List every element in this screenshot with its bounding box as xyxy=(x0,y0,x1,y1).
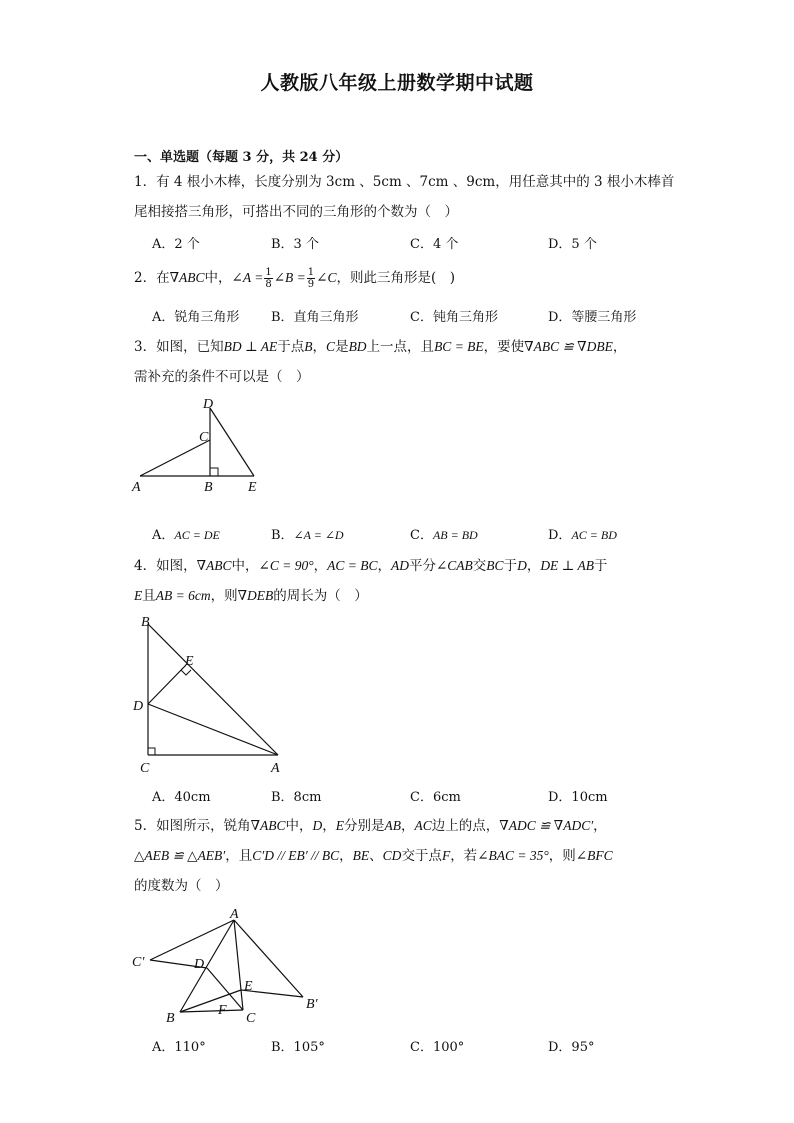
q3-text-a: 3．如图，已知 xyxy=(134,339,224,355)
q4-text-b: 中， xyxy=(231,558,259,574)
q4-label-b: B xyxy=(141,615,150,630)
q5-text-line1 xyxy=(134,816,607,836)
q4-seg-ad: AD xyxy=(390,558,409,573)
q5-line-be xyxy=(180,990,241,1012)
q1-option-a[interactable]: A．2 个 xyxy=(152,237,200,252)
q3-figure xyxy=(128,394,268,498)
q5-label-c-prime: C′ xyxy=(132,955,145,970)
q5-angle-bfc: ∠BFC xyxy=(575,848,613,863)
page-title: 人教版八年级上册数学期中试题 xyxy=(260,72,534,94)
q5-label-a: A xyxy=(230,907,239,922)
q4-cond-angle-c: ∠C = 90° xyxy=(258,558,314,573)
q5-seg-cd: CD xyxy=(382,848,402,863)
q5-label-f: F xyxy=(218,1003,227,1018)
q3-option-c[interactable] xyxy=(410,524,478,543)
q5-text-f: ，且 xyxy=(225,848,253,864)
q4-point-e: E xyxy=(134,588,143,603)
q5-option-a[interactable]: A．110° xyxy=(152,1040,206,1055)
q2-option-c[interactable]: C．钝角三角形 xyxy=(410,310,498,325)
q5-sep3: ， xyxy=(339,848,353,864)
q4-right-angle-c xyxy=(148,748,155,755)
q5-text-line2 xyxy=(134,846,613,866)
q3-point-b: B xyxy=(304,339,313,354)
q1-text-line2: 尾相接搭三角形，可搭出不同的三角形的个数为（ ） xyxy=(134,204,458,220)
q4-text-f: 于 xyxy=(594,558,608,574)
q2-suffix: ，则此三角形是( ) xyxy=(336,270,456,286)
q2-angle-a: ∠A = xyxy=(231,270,264,285)
q4-point-d: D xyxy=(517,558,527,573)
q5-seg-be: BE xyxy=(352,848,370,863)
q5-text-c: 分别是 xyxy=(344,818,385,834)
q3-text-d: 上一点，且 xyxy=(366,339,435,355)
q4-text-i: 的周长为（ ） xyxy=(273,588,368,604)
q5-congruence-1: ∇ADC ≌ ∇ADC′ xyxy=(499,818,594,833)
q5-point-e: E xyxy=(335,818,345,833)
q4-text-g: 且 xyxy=(142,588,156,604)
q5-congruence-2: △AEB ≌ △AEB′ xyxy=(134,848,226,863)
q3-label-a: A xyxy=(132,480,141,495)
q4-text-e: 于 xyxy=(503,558,518,574)
q4-text-h: ，则 xyxy=(210,588,238,604)
q4-text-d: 交 xyxy=(472,558,487,574)
q3-line-de xyxy=(210,408,254,476)
q2-mid: 中， xyxy=(204,270,232,286)
q4-option-b[interactable]: B．8cm xyxy=(271,790,322,805)
q3-option-d[interactable] xyxy=(548,524,617,543)
q5-line-bc xyxy=(180,1010,243,1012)
q3-label-b: B xyxy=(204,480,213,495)
q5-text-g: 交于点 xyxy=(401,848,442,864)
q3-option-a[interactable] xyxy=(152,524,220,543)
q4-option-d[interactable]: D．10cm xyxy=(548,790,608,805)
q5-text-d: 边上的点， xyxy=(431,818,500,834)
q4-cond-ac-bc: AC = BC xyxy=(327,558,378,573)
q4-cond-de-perp-ab: DE ⊥ AB xyxy=(540,558,595,573)
q5-text-b: 中， xyxy=(285,818,313,834)
q4-line-da xyxy=(148,704,278,755)
q5-angle-bac: ∠BAC = 35° xyxy=(477,848,549,863)
q3-text-b: 于点 xyxy=(277,339,305,355)
q5-text-line3: 的度数为（ ） xyxy=(134,878,229,894)
q4-option-a[interactable]: A．40cm xyxy=(152,790,211,805)
q2-triangle: ∇ABC xyxy=(169,270,205,285)
q5-option-d[interactable]: D．95° xyxy=(548,1040,595,1055)
q3-label-e: E xyxy=(248,480,257,495)
q3-text-line2: 需补充的条件不可以是（ ） xyxy=(134,369,310,385)
q4-triangle-deb: ∇DEB xyxy=(237,588,274,603)
q5-point-f: F xyxy=(441,848,451,863)
q4-sep1: ， xyxy=(313,558,328,574)
q5-sep1: ， xyxy=(322,818,336,834)
q3-sep: ， xyxy=(312,339,327,355)
q5-option-b[interactable]: B．105° xyxy=(271,1040,325,1055)
q4-label-e: E xyxy=(185,654,194,669)
q2-option-a[interactable]: A．锐角三角形 xyxy=(152,310,240,325)
q3-label-c: C xyxy=(199,430,209,445)
q5-text-h: ，若 xyxy=(450,848,478,864)
q1-option-d[interactable]: D．5 个 xyxy=(548,237,597,252)
q3-option-a-prefix: A． xyxy=(152,528,175,543)
q2-frac2-numerator: 1 xyxy=(307,267,315,278)
q5-line-ab xyxy=(180,920,234,1012)
q4-right-angle-e xyxy=(181,670,191,675)
q3-text-line1 xyxy=(134,337,626,357)
q4-text-line2 xyxy=(134,586,368,606)
q5-label-e: E xyxy=(244,979,253,994)
q3-line-ac xyxy=(140,440,210,476)
q1-option-b[interactable]: B．3 个 xyxy=(271,237,319,252)
q5-text-i: ，则 xyxy=(548,848,576,864)
q5-label-b: B xyxy=(166,1011,175,1026)
q4-text-a: 4．如图， xyxy=(134,558,197,574)
q2-angle-c: ∠C xyxy=(316,270,337,285)
q5-seg-ab: AB xyxy=(384,818,402,833)
q3-option-c-math: AB = BD xyxy=(432,528,478,542)
q4-label-d: D xyxy=(133,699,144,714)
q2-frac2-denominator: 9 xyxy=(307,279,315,290)
q3-seg-bd: BD xyxy=(348,339,367,354)
q5-label-b-prime: B′ xyxy=(306,997,318,1012)
q3-option-d-math: AC = BD xyxy=(571,528,617,542)
q4-seg-bc: BC xyxy=(486,558,504,573)
q5-option-c[interactable]: C．100° xyxy=(410,1040,465,1055)
q4-cond-ab: AB = 6cm xyxy=(155,588,211,603)
q4-sep3: ， xyxy=(526,558,541,574)
q5-sep4: 、 xyxy=(369,848,383,864)
q4-triangle: ∇ABC xyxy=(196,558,232,573)
q2-prefix: 2．在 xyxy=(134,270,170,286)
q4-label-a: A xyxy=(271,761,280,776)
q3-option-b-math: ∠A = ∠D xyxy=(293,528,344,542)
q5-sep2: ， xyxy=(401,818,415,834)
q4-line-de xyxy=(148,665,186,704)
q5-triangle: ∇ABC xyxy=(250,818,286,833)
q5-text-a: 5．如图所示，锐角 xyxy=(134,818,251,834)
q1-option-c[interactable]: C．4 个 xyxy=(410,237,459,252)
q3-label-d: D xyxy=(203,397,214,412)
q5-seg-ac: AC xyxy=(414,818,432,833)
q2-frac1-numerator: 1 xyxy=(265,267,272,278)
q3-cond-bc-be: BC = BE xyxy=(434,339,484,354)
q5-line-ac xyxy=(234,920,243,1010)
q3-right-angle-mark xyxy=(210,468,218,476)
q3-option-d-prefix: D． xyxy=(548,528,572,543)
q5-text-e: ， xyxy=(593,818,607,834)
q4-figure xyxy=(128,610,288,780)
q2-option-b[interactable]: B．直角三角形 xyxy=(271,310,359,325)
q4-line-ba xyxy=(148,624,278,755)
q3-option-b[interactable] xyxy=(271,524,344,543)
q2-fraction-2 xyxy=(307,267,315,290)
q2-text xyxy=(134,264,455,292)
q5-parallel: C′D // EB′ // BC xyxy=(252,848,340,863)
q5-label-c: C xyxy=(246,1011,256,1026)
q3-text-e: ，要使 xyxy=(483,339,525,355)
q4-option-c[interactable]: C．6cm xyxy=(410,790,461,805)
q2-fraction-1 xyxy=(264,267,272,290)
q3-text-f: ， xyxy=(612,339,627,355)
q1-text-line1: 1．有 4 根小木棒，长度分别为 3cm 、5cm 、7cm 、9cm，用任意其中的 3 根小木棒首 xyxy=(134,174,675,190)
q5-point-d: D xyxy=(312,818,323,833)
q5-line-ac-prime xyxy=(150,920,234,960)
q2-angle-b: ∠B = xyxy=(273,270,306,285)
section-heading: 一、单选题（每题 3 分，共 24 分） xyxy=(134,150,349,165)
q3-congruence: ∇ABC ≌ ∇DBE xyxy=(524,339,613,354)
q4-angle-cab: ∠CAB xyxy=(435,558,473,573)
q3-cond-bd-perp-ae: BD ⊥ AE xyxy=(223,339,278,354)
q2-frac1-denominator: 8 xyxy=(265,279,272,290)
q4-label-c: C xyxy=(140,761,150,776)
q3-option-c-prefix: C． xyxy=(410,528,433,543)
q4-sep2: ， xyxy=(377,558,391,574)
q5-label-d: D xyxy=(194,957,205,972)
q3-option-b-prefix: B． xyxy=(271,528,294,543)
q3-point-c: C xyxy=(326,339,336,354)
q2-option-d[interactable]: D．等腰三角形 xyxy=(548,310,637,325)
q3-option-a-math: AC = DE xyxy=(174,528,220,542)
q4-text-line1 xyxy=(134,556,608,576)
q3-text-c: 是 xyxy=(335,339,349,355)
q4-text-c: 平分 xyxy=(408,558,436,574)
q5-figure xyxy=(128,902,338,1030)
